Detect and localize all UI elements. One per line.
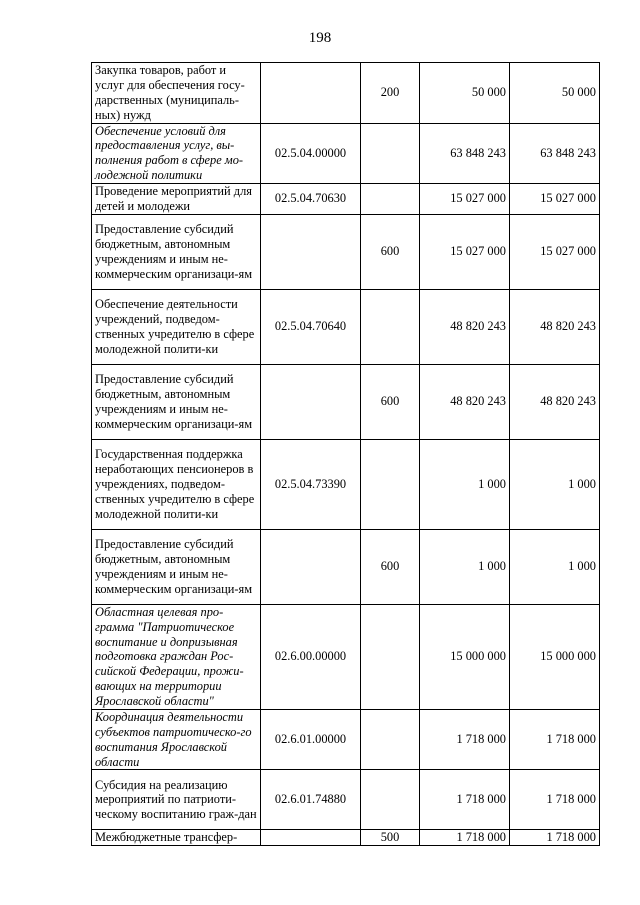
row-name-cell: Координация деятельности субъектов патриотическо-го воспитания Ярославской области	[92, 709, 261, 770]
row-amount-1-cell: 48 820 243	[420, 289, 510, 364]
row-name-cell: Предоставление субсидий бюджетным, автономным учреждениям и иным не-коммерческим организаци-ям	[92, 364, 261, 439]
row-kind-cell: 200	[361, 63, 420, 124]
row-amount-2-cell: 15 027 000	[510, 184, 600, 215]
row-amount-1-cell: 1 718 000	[420, 770, 510, 830]
row-amount-2-cell: 1 718 000	[510, 830, 600, 846]
row-amount-1-cell: 1 718 000	[420, 830, 510, 846]
row-code-cell: 02.5.04.00000	[261, 123, 361, 184]
table-row	[92, 364, 600, 439]
row-kind-cell	[361, 770, 420, 830]
row-kind-cell	[361, 184, 420, 215]
table-row	[92, 709, 600, 770]
row-amount-1-cell: 1 000	[420, 439, 510, 529]
row-amount-1-cell: 63 848 243	[420, 123, 510, 184]
row-code-cell: 02.5.04.73390	[261, 439, 361, 529]
row-kind-cell: 600	[361, 364, 420, 439]
row-code-cell: 02.5.04.70630	[261, 184, 361, 215]
row-amount-2-cell: 1 000	[510, 439, 600, 529]
row-amount-1-cell: 15 027 000	[420, 184, 510, 215]
row-kind-cell: 600	[361, 529, 420, 604]
row-name-cell: Предоставление субсидий бюджетным, автономным учреждениям и иным не-коммерческим организаци-ям	[92, 214, 261, 289]
row-code-cell	[261, 364, 361, 439]
row-amount-1-cell: 15 000 000	[420, 604, 510, 709]
row-amount-1-cell: 15 027 000	[420, 214, 510, 289]
table-row	[92, 289, 600, 364]
row-code-cell: 02.6.01.74880	[261, 770, 361, 830]
row-amount-2-cell: 48 820 243	[510, 289, 600, 364]
row-kind-cell: 500	[361, 830, 420, 846]
table-row	[92, 604, 600, 709]
row-kind-cell	[361, 604, 420, 709]
row-code-cell	[261, 529, 361, 604]
row-amount-2-cell: 1 718 000	[510, 709, 600, 770]
row-amount-1-cell: 1 718 000	[420, 709, 510, 770]
row-code-cell: 02.5.04.70640	[261, 289, 361, 364]
table-row	[92, 123, 600, 184]
row-name-cell: Проведение мероприятий для детей и молодежи	[92, 184, 261, 215]
row-amount-2-cell: 1 718 000	[510, 770, 600, 830]
row-name-cell: Государственная поддержка неработающих пенсионеров в учреждениях, подведом-ственных учредителю в сфере молодежной полити-ки	[92, 439, 261, 529]
row-name-cell: Обеспечение условий для предоставления услуг, вы-полнения работ в сфере мо-лодежной политики	[92, 123, 261, 184]
budget-table-body	[92, 63, 600, 846]
row-amount-1-cell: 50 000	[420, 63, 510, 124]
row-name-cell: Обеспечение деятельности учреждений, подведом-ственных учредителю в сфере молодежной полити-ки	[92, 289, 261, 364]
row-amount-1-cell: 48 820 243	[420, 364, 510, 439]
row-name-cell: Закупка товаров, работ и услуг для обеспечения госу-дарственных (муниципаль-ных) нужд	[92, 63, 261, 124]
table-row	[92, 529, 600, 604]
table-row	[92, 439, 600, 529]
row-name-cell: Межбюджетные трансфер-	[92, 830, 261, 846]
page-number: 198	[308, 30, 332, 46]
row-kind-cell	[361, 123, 420, 184]
row-amount-2-cell: 48 820 243	[510, 364, 600, 439]
row-kind-cell	[361, 289, 420, 364]
row-amount-2-cell: 15 027 000	[510, 214, 600, 289]
row-amount-2-cell: 15 000 000	[510, 604, 600, 709]
row-name-cell: Субсидия на реализацию мероприятий по патриоти-ческому воспитанию граж-дан	[92, 770, 261, 830]
row-kind-cell: 600	[361, 214, 420, 289]
row-code-cell: 02.6.01.00000	[261, 709, 361, 770]
row-kind-cell	[361, 709, 420, 770]
row-amount-2-cell: 63 848 243	[510, 123, 600, 184]
row-kind-cell	[361, 439, 420, 529]
row-amount-1-cell: 1 000	[420, 529, 510, 604]
row-amount-2-cell: 50 000	[510, 63, 600, 124]
row-code-cell	[261, 214, 361, 289]
table-row	[92, 830, 600, 846]
budget-table	[91, 62, 600, 846]
row-code-cell	[261, 830, 361, 846]
row-code-cell	[261, 63, 361, 124]
table-row	[92, 214, 600, 289]
table-row	[92, 184, 600, 215]
table-row	[92, 63, 600, 124]
row-name-cell: Предоставление субсидий бюджетным, автономным учреждениям и иным не-коммерческим организаци-ям	[92, 529, 261, 604]
row-code-cell: 02.6.00.00000	[261, 604, 361, 709]
table-row	[92, 770, 600, 830]
row-amount-2-cell: 1 000	[510, 529, 600, 604]
row-name-cell: Областная целевая про-грамма "Патриотическое воспитание и допризывная подготовка граждан Рос-сийской Федерации, прожи-вающих на территории Ярославской области"	[92, 604, 261, 709]
